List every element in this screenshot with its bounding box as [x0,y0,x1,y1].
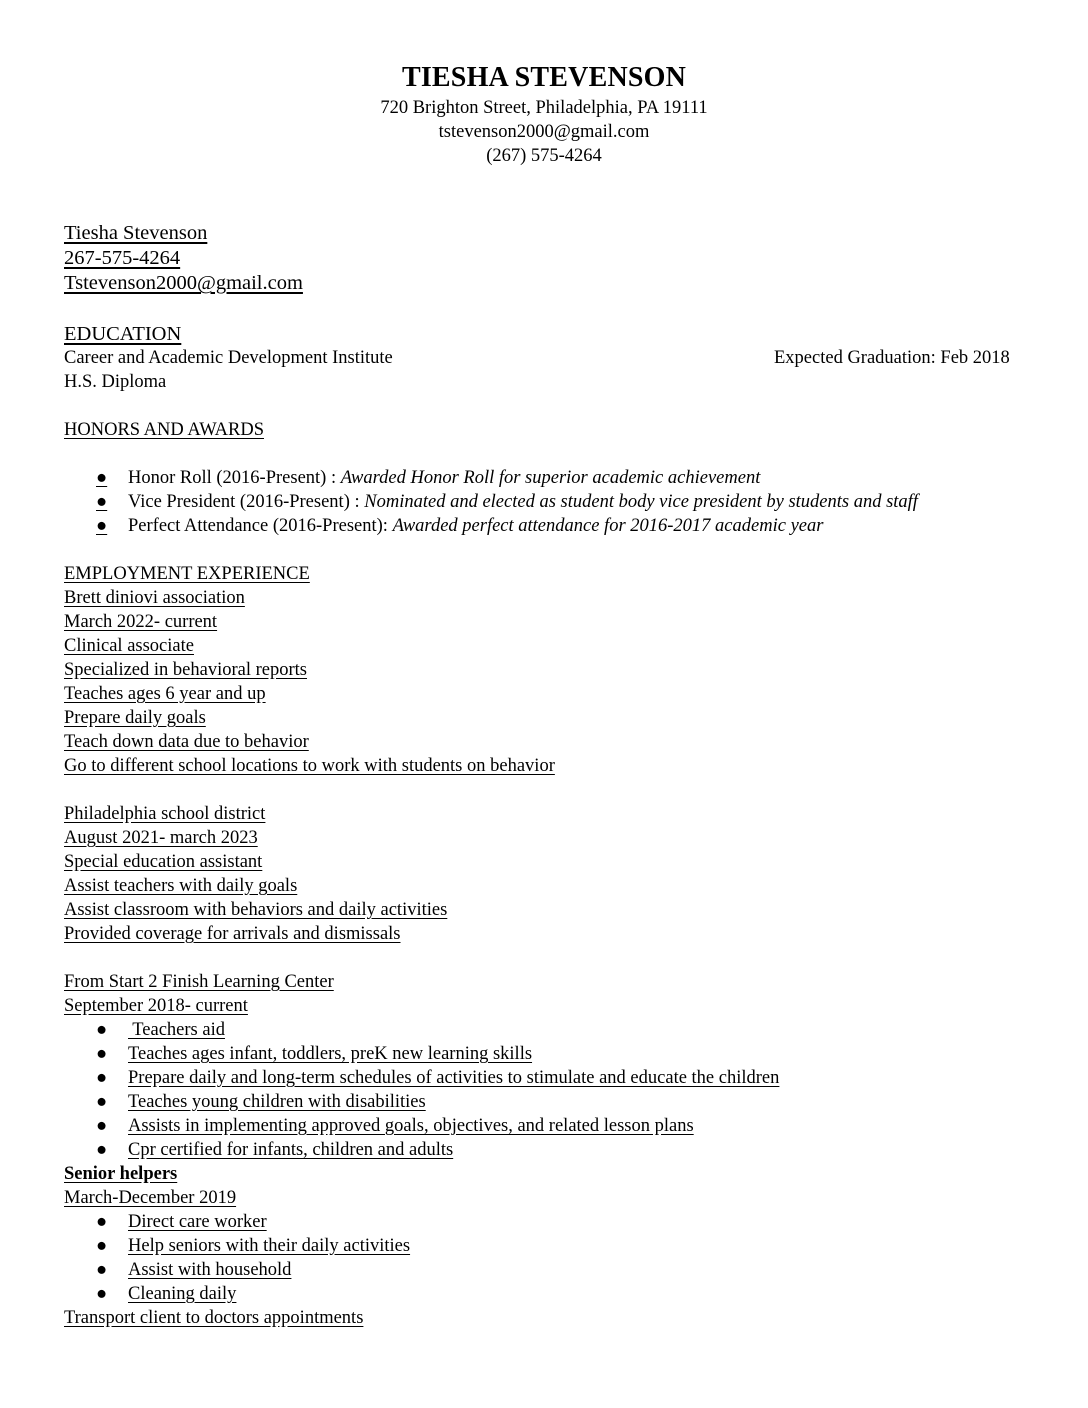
bullet-text: Cleaning daily [128,1284,237,1304]
honors-heading: HONORS AND AWARDS [64,420,264,440]
bullet-icon: ● [96,516,108,536]
job1-line: Teaches ages 6 year and up [64,684,266,704]
employment-heading: EMPLOYMENT EXPERIENCE [64,564,310,584]
bullet-icon: ● [96,1068,108,1088]
bullet-text: Prepare daily and long-term schedules of activities to stimulate and educate the children [128,1068,780,1088]
honor-title: Perfect Attendance (2016-Present): [128,516,393,536]
honor-item [96,466,760,490]
header-phone: (267) 575-4264 [486,146,602,166]
honor-item [96,490,918,514]
education-degree: H.S. Diploma [64,372,167,392]
bullet-text: Help seniors with their daily activities [128,1236,411,1256]
job3-dates: September 2018- current [64,996,248,1016]
bullet-text: Cpr certified for infants, children and adults [128,1140,454,1160]
bullet-icon: ● [96,1212,108,1232]
bullet-text: Teachers aid [128,1020,225,1040]
job3-bullet [96,1114,694,1138]
bullet-icon: ● [96,1020,108,1040]
job3-bullet [96,1138,453,1162]
job2-line: Philadelphia school district [64,804,266,824]
honor-description: Nominated and elected as student body vice president by students and staff [364,492,918,512]
bullet-icon: ● [96,1116,108,1136]
honor-description: Awarded Honor Roll for superior academic achievement [340,468,761,488]
honor-item [96,514,823,538]
bullet-text: Teaches ages infant, toddlers, preK new learning skills [128,1044,533,1064]
job4-bullet [96,1234,410,1258]
job2-line: Assist teachers with daily goals [64,876,298,896]
job3-bullet [96,1066,779,1090]
job4-bullet [96,1282,236,1306]
job4-bullet [96,1258,291,1282]
job1-line: Brett diniovi association [64,588,245,608]
bullet-icon: ● [96,468,108,488]
honor-title: Honor Roll (2016-Present) : [128,468,341,488]
header-address: 720 Brighton Street, Philadelphia, PA 19111 [380,98,708,118]
job3-bullet [96,1042,532,1066]
bullet-text: Direct care worker [128,1212,267,1232]
education-school: Career and Academic Development Institute [64,348,393,368]
job4-bullet [96,1210,267,1234]
honor-description: Awarded perfect attendance for 2016-2017 academic year [392,516,824,536]
job1-line: Specialized in behavioral reports [64,660,307,680]
job2-line: August 2021- march 2023 [64,828,258,848]
bullet-text: Assist with household [128,1260,292,1280]
job1-line: Go to different school locations to work with students on behavior [64,756,555,776]
job1-line: Clinical associate [64,636,194,656]
job4-employer: Senior helpers [64,1164,178,1184]
honor-title: Vice President (2016-Present) : [128,492,365,512]
resume-name-heading: TIESHA STEVENSON [401,62,687,93]
job2-line: Assist classroom with behaviors and daily activities [64,900,448,920]
bullet-icon: ● [96,1092,108,1112]
job3-bullet [96,1090,426,1114]
job3-employer: From Start 2 Finish Learning Center [64,972,334,992]
job3-bullet [96,1018,225,1042]
contact-name: Tiesha Stevenson [64,222,208,244]
job2-line: Provided coverage for arrivals and dismissals [64,924,401,944]
education-graduation: Expected Graduation: Feb 2018 [774,348,1010,368]
job2-line: Special education assistant [64,852,263,872]
job4-last-line: Transport client to doctors appointments [64,1308,364,1328]
bullet-icon: ● [96,1044,108,1064]
bullet-text: Teaches young children with disabilities [128,1092,426,1112]
bullet-icon: ● [96,492,108,512]
education-heading: EDUCATION [64,323,182,345]
contact-phone: 267-575-4264 [64,247,181,269]
bullet-icon: ● [96,1140,108,1160]
bullet-icon: ● [96,1260,108,1280]
job4-dates: March-December 2019 [64,1188,237,1208]
bullet-icon: ● [96,1284,108,1304]
contact-email: Tstevenson2000@gmail.com [64,272,303,294]
job1-line: Prepare daily goals [64,708,206,728]
bullet-text: Assists in implementing approved goals, objectives, and related lesson plans [128,1116,694,1136]
job1-line: March 2022- current [64,612,218,632]
job1-line: Teach down data due to behavior [64,732,309,752]
header-email: tstevenson2000@gmail.com [438,122,650,142]
bullet-icon: ● [96,1236,108,1256]
